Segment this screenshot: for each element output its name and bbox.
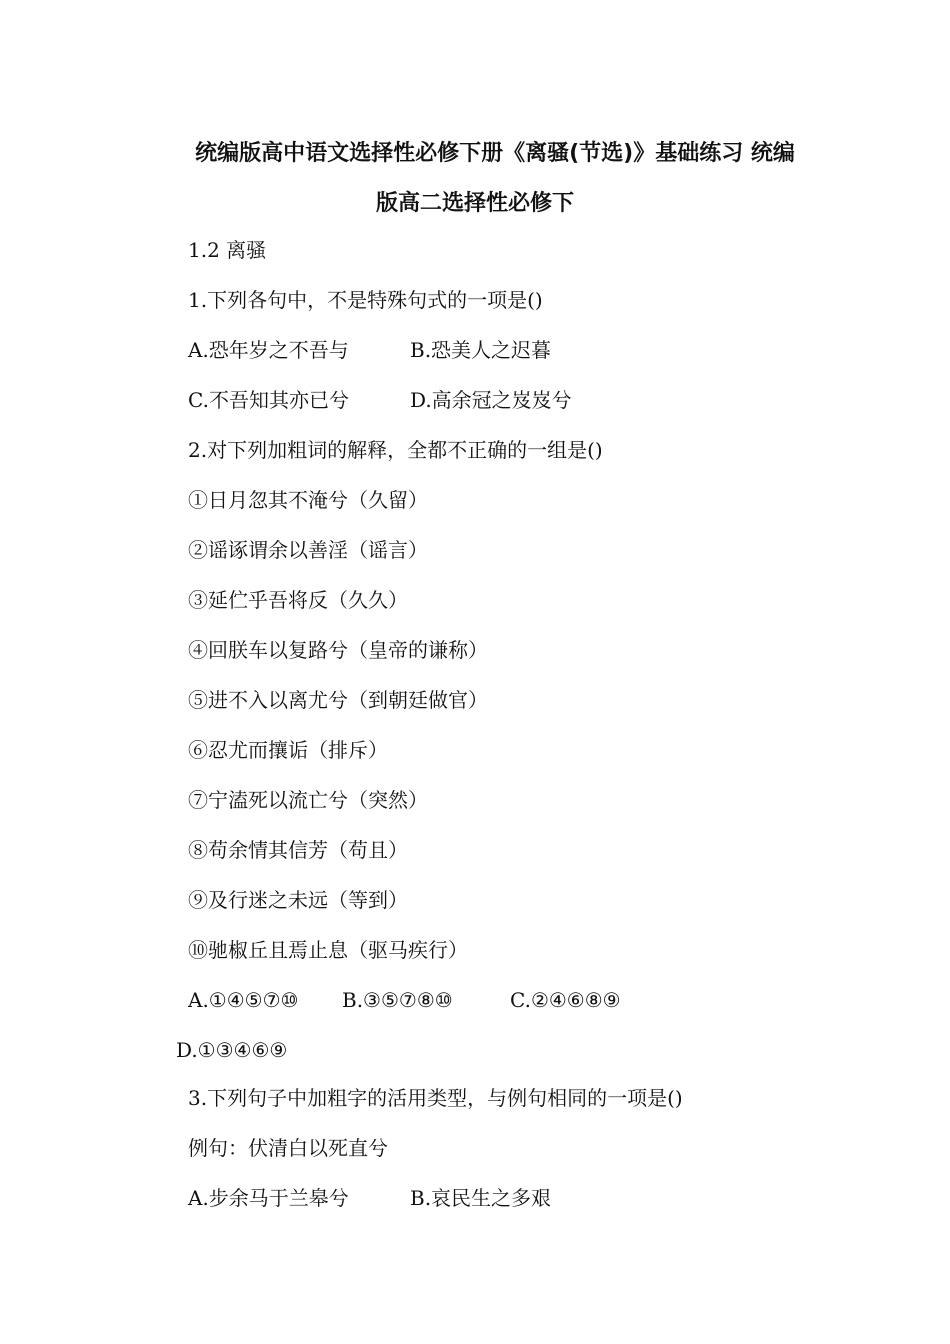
section-heading: 1.2 离骚	[188, 238, 267, 262]
question-2-option-d: D.①③④⑥⑨	[176, 1038, 288, 1062]
question-2-option-a: A.①④⑤⑦⑩	[188, 988, 299, 1012]
question-2-item-10: ⑩驰椒丘且焉止息（驱马疾行）	[188, 938, 468, 962]
question-1-option-d: D.高余冠之岌岌兮	[410, 388, 572, 412]
question-2-item-8: ⑧苟余情其信芳（苟且）	[188, 838, 408, 862]
question-1-stem: 1.下列各句中，不是特殊句式的一项是()	[188, 288, 543, 312]
document-title-line-2: 版高二选择性必修下	[375, 191, 574, 216]
question-1-option-a: A.恐年岁之不吾与	[188, 338, 349, 362]
question-3-stem: 3.下列句子中加粗字的活用类型，与例句相同的一项是()	[188, 1086, 683, 1110]
question-3-option-a: A.步余马于兰皋兮	[188, 1186, 349, 1210]
question-2-item-2: ②谣诼谓余以善淫（谣言）	[188, 538, 428, 562]
question-1-option-b: B.恐美人之迟暮	[410, 338, 552, 362]
question-2-stem: 2.对下列加粗词的解释，全都不正确的一组是()	[188, 438, 603, 462]
question-2-option-b: B.③⑤⑦⑧⑩	[342, 988, 453, 1012]
question-1-option-c: C.不吾知其亦已兮	[188, 388, 349, 412]
question-2-item-5: ⑤进不入以离尤兮（到朝廷做官）	[188, 688, 488, 712]
question-3-example: 例句：伏清白以死直兮	[188, 1136, 388, 1160]
question-2-item-1: ①日月忽其不淹兮（久留）	[188, 488, 428, 512]
question-2-item-6: ⑥忍尤而攘诟（排斥）	[188, 738, 388, 762]
question-2-item-3: ③延伫乎吾将反（久久）	[188, 588, 408, 612]
question-3-option-b: B.哀民生之多艰	[410, 1186, 552, 1210]
question-2-item-9: ⑨及行迷之未远（等到）	[188, 888, 408, 912]
document-title-line-1: 统编版高中语文选择性必修下册《离骚(节选)》基础练习 统编	[195, 141, 795, 166]
question-2-option-c: C.②④⑥⑧⑨	[510, 988, 621, 1012]
question-2-item-7: ⑦宁溘死以流亡兮（突然）	[188, 788, 428, 812]
question-2-item-4: ④回朕车以复路兮（皇帝的谦称）	[188, 638, 488, 662]
